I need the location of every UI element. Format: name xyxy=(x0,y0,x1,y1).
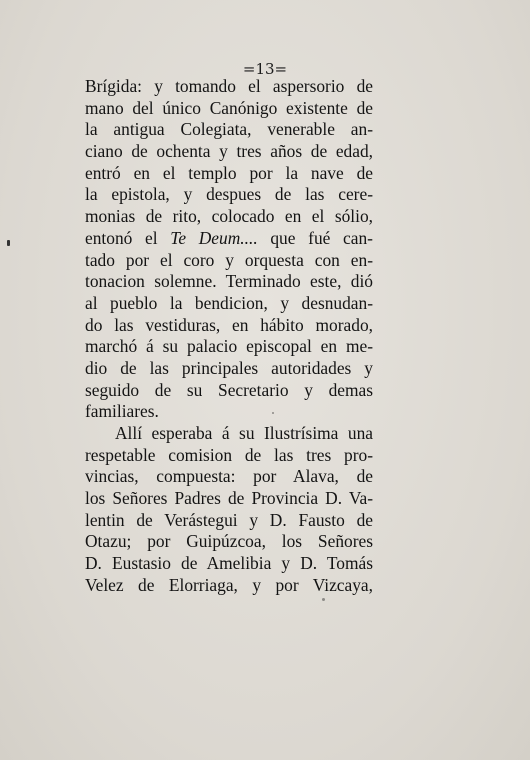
text-line: dio de las principales autoridades y xyxy=(85,357,373,378)
text-line: mano del único Canónigo existente de xyxy=(85,97,373,118)
text-line: Allí esperaba á su Ilustrísima una xyxy=(115,423,373,443)
text-line: marchó á su palacio episcopal en me- xyxy=(85,336,373,357)
text-line: ciano de ochenta y tres años de edad, xyxy=(85,141,373,162)
text-line: la antigua Colegiata, venerable an- xyxy=(85,119,373,140)
text-line: Brígida: y tomando el aspersorio de xyxy=(85,76,373,96)
text-line: familiares. xyxy=(85,401,159,422)
text-line: do las vestiduras, en hábito morado, xyxy=(85,314,373,335)
text-segment: que fué can- xyxy=(257,227,373,248)
text-segment: entonó el xyxy=(85,227,171,248)
text-line: tonacion solemne. Terminado este, dió xyxy=(85,271,373,292)
text-line: los Señores Padres de Provincia D. Va- xyxy=(85,488,373,509)
margin-ink-mark xyxy=(7,240,10,246)
text-line: Otazu; por Guipúzcoa, los Señores xyxy=(85,531,373,552)
text-line: seguido de su Secretario y demas xyxy=(85,379,373,400)
text-line: tado por el coro y orquesta con en- xyxy=(85,249,373,270)
text-line xyxy=(85,228,373,250)
text-line: monias de rito, colocado en el sólio, xyxy=(85,206,373,227)
text-line: lentin de Verástegui y D. Fausto de xyxy=(85,509,373,530)
text-line: D. Eustasio de Amelibia y D. Tomás xyxy=(85,553,373,574)
text-line: vincias, compuesta: por Alava, de xyxy=(85,466,373,487)
paper-speck xyxy=(322,598,325,601)
text-line: la epistola, y despues de las cere- xyxy=(85,184,373,205)
italic-term: Te Deum.... xyxy=(170,227,258,248)
text-line: entró en el templo por la nave de xyxy=(85,162,373,183)
text-line: respetable comision de las tres pro- xyxy=(85,444,373,465)
text-line: al pueblo la bendicion, y desnudan- xyxy=(85,292,373,313)
page-number: =13= xyxy=(242,60,288,78)
text-line: Velez de Elorriaga, y por Vizcaya, xyxy=(85,574,373,595)
body-text xyxy=(85,76,373,597)
